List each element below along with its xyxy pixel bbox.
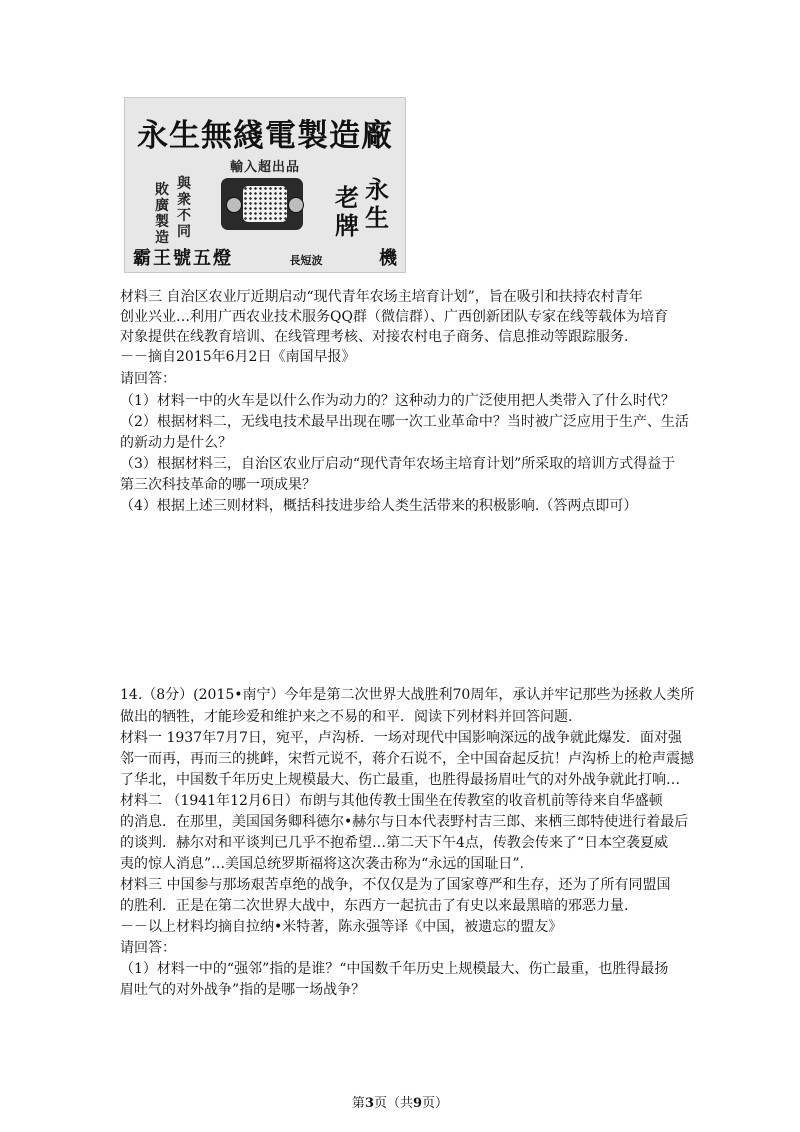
q14-line: 了华北，中国数千年历史上规模最大、伤亡最重，也胜得最扬眉吐气的对外战争就此打响… [120, 772, 680, 788]
q14-line: 的谈判．赫尔对和平谈判已几乎不抱希望…第二天下午4点，传教会传来了“日本空袭夏威 [120, 835, 669, 851]
q14-prompt: 请回答： [120, 940, 176, 956]
ad-subtitle: 輸入超出品 [229, 160, 300, 175]
ad-vertical-char: 牌 [335, 211, 359, 240]
ad-vertical-char: 敗 [155, 182, 169, 198]
ad-title: 永生無綫電製造廠 [137, 118, 393, 154]
q14-line: 的消息．在那里，美国国务卿科德尔•赫尔与日本代表野村吉三郎、来栖三郎特使进行着最后 [120, 814, 689, 830]
radio-speaker-grill [243, 186, 287, 222]
q14-question-line: （1）材料一中的“强邻”指的是谁？“中国数千年历史上规模最大、伤亡最重，也胜得最扬 [120, 961, 669, 977]
q13-question-line: （4）根据上述三则材料，概括科技进步给人类生活带来的积极影响.（答两点即可） [120, 498, 638, 514]
page-footer [0, 1092, 800, 1111]
footer-suffix: 页） [422, 1096, 449, 1111]
ad-vertical-char: 造 [155, 230, 169, 246]
footer-middle: 页（共 [373, 1096, 413, 1111]
ad-bottom-main: 霸王號五燈 [133, 248, 233, 269]
q13-prompt: 请回答： [120, 371, 176, 387]
q14-question-line: 眉吐气的对外战争”指的是哪一场战争？ [120, 982, 366, 998]
ad-bottom-small: 長短波 [289, 254, 323, 267]
radio-knob-left [226, 197, 242, 213]
q14-line: 邻一而再，再而三的挑衅，宋哲元说不，蒋介石说不，全中国奋起反抗！卢沟桥上的枪声震撼 [120, 751, 694, 767]
q14-line: 材料三 中国参与那场艰苦卓绝的战争，不仅仅是为了国家尊严和生存，还为了所有同盟国 [120, 877, 671, 893]
q14-line: 材料二 （1941年12月6日）布朗与其他传教士围坐在传教室的收音机前等待来自华盛顿 [120, 793, 663, 809]
material3-line: 对象提供在线教育培训、在线管理考核、对接农村电子商务、信息推动等跟踪服务. [120, 329, 629, 345]
q13-question-line: （3）根据材料三，自治区农业厅启动“现代青年农场主培育计划”所采取的培训方式得益于 [120, 456, 676, 472]
ad-vertical-char: 廣 [155, 198, 169, 214]
ad-right-col2 [365, 176, 389, 232]
ad-vertical-char: 永 [365, 175, 389, 204]
ad-bottom-line [133, 244, 397, 270]
radio-knob-right [288, 197, 304, 213]
q13-question-line: 第三次科技革命的哪一项成果？ [120, 477, 316, 493]
footer-page-number: 3 [364, 1096, 374, 1111]
ad-bottom-end: 機 [379, 248, 397, 269]
q14-line: 材料一 1937年7月7日，宛平，卢沟桥．一场对现代中国影响深远的战争就此爆发．面对强 [120, 730, 682, 746]
q14-line: 14.（8分）(2015•南宁）今年是第二次世界大战胜利70周年，承认并牢记那些为拯救人类所 [120, 687, 695, 703]
material3-line: 材料三 自治区农业厅近期启动“现代青年农场主培育计划”，旨在吸引和扶持农村青年 [120, 289, 643, 305]
footer-total-pages: 9 [413, 1096, 423, 1111]
q14-line: 夷的惊人消息”…美国总统罗斯福将这次袭击称为“永远的国耻日”. [120, 856, 524, 872]
q14-line: 做出的牺牲，才能珍爱和维护来之不易的和平．阅读下列材料并回答问题. [120, 709, 573, 725]
q13-question-line: （1）材料一中的火车是以什么作为动力的？这种动力的广泛使用把人类带入了什么时代？ [120, 393, 675, 409]
footer-prefix: 第 [351, 1096, 365, 1111]
radio-advertisement-image [124, 97, 406, 273]
q14-source: －－以上材料均摘自拉纳•米特著，陈永强等译《中国，被遗忘的盟友》 [120, 919, 563, 935]
ad-vertical-char: 同 [177, 224, 191, 240]
material3-line: 创业兴业…利用广西农业技术服务QQ群（微信群）、广西创新团队专家在线等载体为培育 [120, 309, 668, 325]
ad-vertical-char: 生 [365, 203, 389, 232]
q13-question-line: （2）根据材料二，无线电技术最早出现在哪一次工业革命中？当时被广泛应用于生产、生活 [120, 414, 689, 430]
ad-vertical-char: 與 [177, 176, 191, 192]
ad-vertical-char: 不 [177, 208, 191, 224]
material3-source: －－摘自2015年6月2日《南国早报》 [120, 349, 356, 365]
ad-vertical-char: 製 [155, 214, 169, 230]
q14-line: 的胜利．正是在第二次世界大战中，东西方一起抗击了有史以来最黑暗的邪恶力量. [120, 898, 629, 914]
ad-left-col1 [155, 182, 169, 246]
ad-left-col2 [177, 176, 191, 240]
ad-vertical-char: 衆 [177, 192, 191, 208]
q13-question-line: 的新动力是什么？ [120, 435, 232, 451]
ad-right-col1 [335, 184, 359, 240]
ad-vertical-char: 老 [335, 183, 359, 212]
